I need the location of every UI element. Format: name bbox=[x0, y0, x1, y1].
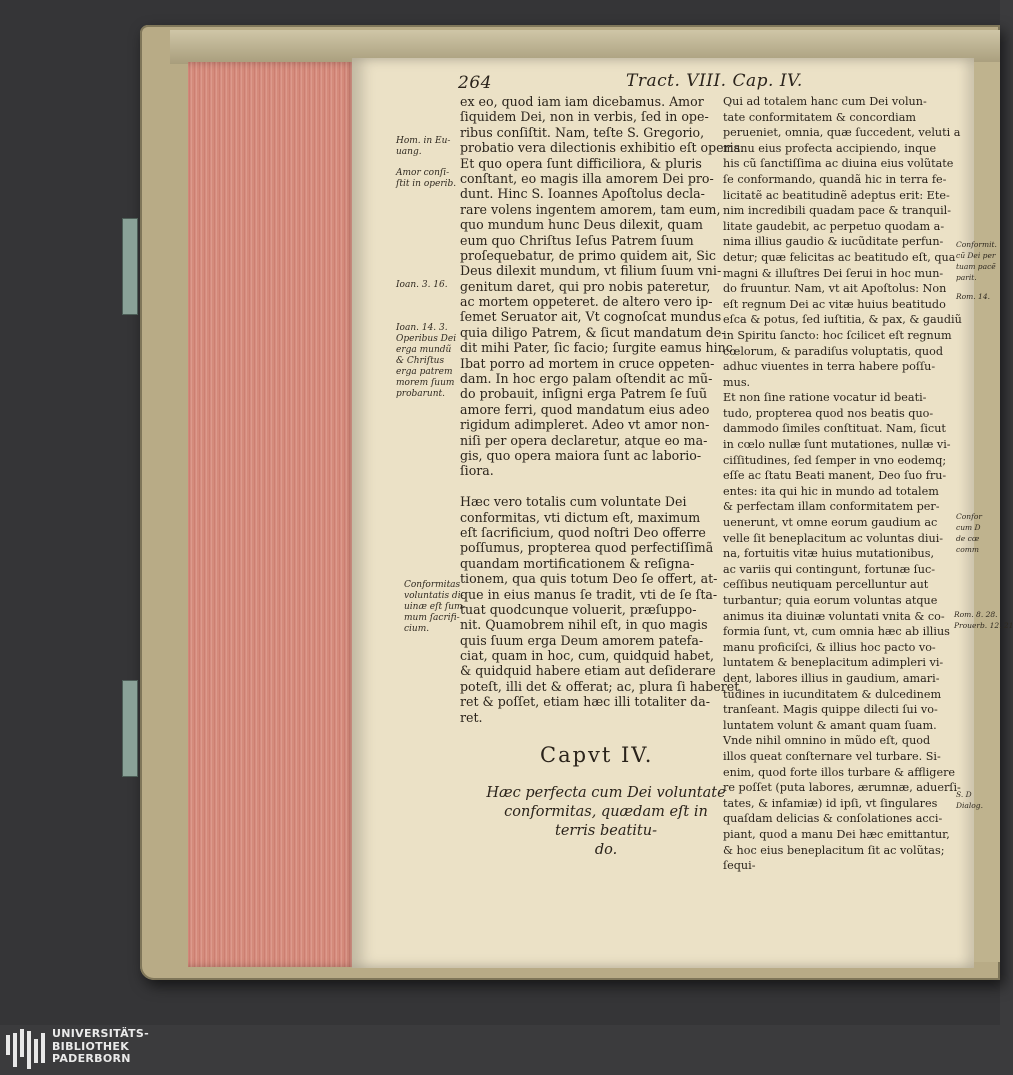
text-line: luntatem & beneplacitum adimpleri vi- bbox=[723, 656, 944, 670]
text-line: piant, quod a manu Dei hæc emittantur, bbox=[723, 827, 950, 841]
library-logo-text bbox=[52, 1028, 149, 1066]
text-line: ret. bbox=[460, 709, 483, 725]
text-line: Deus dilexit mundum, vt filium ſuum vni- bbox=[460, 263, 722, 279]
text-line: niſi per opera declaretur, atque eo ma- bbox=[460, 432, 708, 448]
upper-clasp bbox=[122, 218, 138, 315]
marginal-line: tuam pacẽ bbox=[956, 262, 996, 271]
chapter-subtitle-line: terris beatitu- bbox=[555, 823, 657, 839]
text-line: poſſumus, propterea quod perfectiſſimã bbox=[460, 540, 714, 556]
text-line: dunt. Hinc S. Ioannes Apoſtolus decla- bbox=[460, 186, 705, 202]
marginal-line: Confor bbox=[956, 512, 982, 521]
text-line: rare volens ingentem amorem, tam eum, bbox=[460, 201, 721, 217]
marginal-line: Conformit. bbox=[956, 240, 997, 249]
right-marginal-note bbox=[956, 292, 990, 303]
text-line: dammodo ſimiles conſtituat. Nam, ſicut bbox=[723, 422, 946, 436]
right-text-column bbox=[723, 94, 961, 874]
text-line: ſequi- bbox=[723, 859, 756, 873]
text-line: quia diligo Patrem, & ſicut mandatum de- bbox=[460, 324, 726, 340]
marginal-line: erga patrem bbox=[396, 367, 453, 377]
logo-line: UNIVERSITÄTS- bbox=[52, 1027, 149, 1040]
marginal-note bbox=[396, 168, 456, 190]
marginal-line: Rom. 14. bbox=[956, 292, 990, 301]
marginal-note bbox=[396, 136, 450, 158]
text-line: que in eius manus ſe tradit, vti de ſe ſta- bbox=[460, 586, 718, 602]
marginal-note bbox=[396, 323, 456, 400]
right-marginal-note bbox=[954, 610, 1013, 632]
chapter-subtitle-line: Hæc perfecta cum Dei voluntate bbox=[486, 785, 726, 801]
text-line: amore ferri, quod mandatum eius adeo bbox=[460, 401, 710, 417]
text-line: turbantur; quia eorum voluntas atque bbox=[723, 594, 938, 607]
marginal-line: parit. bbox=[956, 273, 977, 282]
right-marginal-note bbox=[956, 240, 997, 284]
text-line: eſſe ac ſtatu Beati manent, Deo ſuo fru- bbox=[723, 469, 947, 483]
logo-line: BIBLIOTHEK bbox=[52, 1039, 130, 1053]
marginal-line: comm bbox=[956, 545, 979, 554]
page-number: 264 bbox=[458, 73, 492, 93]
text-line: & quidquid habere etiam aut deſiderare bbox=[460, 663, 716, 679]
marginal-line: voluntatis di- bbox=[404, 591, 464, 601]
text-line: nim incredibili quadam pace & tranquil- bbox=[723, 204, 951, 218]
logo-line: PADERBORN bbox=[52, 1052, 131, 1065]
text-line: ſe conformando, quandã hic in terra fe- bbox=[723, 172, 947, 186]
marginal-line: cum D bbox=[956, 523, 981, 532]
text-line bbox=[460, 479, 718, 494]
library-logo-icon bbox=[6, 1029, 46, 1071]
text-line: manu eius profecta accipiendo, inque bbox=[723, 141, 937, 155]
chapter-subtitle bbox=[486, 784, 726, 860]
marginal-line: mum ſacrifi- bbox=[404, 613, 460, 623]
text-line: ciſſitudines, ſed ſemper in vno eodemq; bbox=[723, 453, 947, 467]
text-line: licitatẽ ac beatitudinẽ adeptus erit: Ete- bbox=[723, 188, 950, 202]
marginal-note bbox=[396, 280, 448, 291]
text-line: probatio vera dilectionis exhibitio eſt operis. bbox=[460, 140, 745, 156]
marginal-line: Ioan. 14. 3. bbox=[396, 323, 448, 333]
text-line: tionem, qua quis totum Deo ſe offert, at- bbox=[460, 571, 718, 587]
marginal-line: Operibus Dei bbox=[396, 334, 457, 344]
text-line: quandam mortificationem & reſigna- bbox=[460, 555, 695, 571]
marginal-line: ſtit in operib. bbox=[396, 179, 457, 189]
text-line: Et quo opera ſunt difficiliora, & pluris bbox=[460, 155, 702, 171]
running-head: Tract. VIII. Cap. IV. bbox=[626, 71, 803, 91]
text-line: eſt ſacrificium, quod noſtri Deo offerre bbox=[460, 524, 706, 540]
text-line: ſiora. bbox=[460, 463, 494, 479]
text-line: mus. bbox=[723, 375, 751, 389]
text-line: ceſſibus neutiquam percelluntur aut bbox=[723, 578, 929, 592]
text-line: litate gaudebit, ac perpetuo quodam a- bbox=[723, 219, 945, 233]
text-line: animus ita diuinæ voluntati vnita & co- bbox=[723, 609, 945, 623]
text-line: illos queat conſternare vel turbare. Si- bbox=[723, 749, 941, 763]
chapter-subtitle-line: conformitas, quædam eſt in bbox=[504, 804, 708, 820]
text-line: tates, & infamiæ) id ipſi, vt ſingulares bbox=[723, 796, 938, 810]
text-line: Vnde nihil omnino in mũdo eſt, quod bbox=[723, 734, 931, 748]
text-line: perueniet, omnia, quæ ſuccedent, veluti a bbox=[723, 126, 961, 140]
marginal-line: Dialog. bbox=[956, 801, 983, 810]
left-text-column bbox=[460, 94, 745, 725]
page-block-red-edge bbox=[188, 62, 358, 967]
marginal-line: Conformitas bbox=[404, 580, 461, 590]
text-line: conſtant, eo magis illa amorem Dei pro- bbox=[460, 170, 714, 186]
text-line: detur; quæ felicitas ac beatitudo eſt, qua bbox=[723, 250, 956, 264]
text-line: ac mortem oppeteret. de altero vero ip- bbox=[460, 294, 713, 310]
chapter-heading: Capvt IV. bbox=[540, 743, 654, 767]
text-line: rigidum adimpleret. Adeo vt amor non- bbox=[460, 417, 710, 433]
text-line: tudo, propterea quod nos beatis quo- bbox=[723, 406, 934, 420]
marginal-line: Ioan. 3. 16. bbox=[396, 280, 448, 290]
text-line: tate conformitatem & concordiam bbox=[723, 110, 916, 124]
text-line: uenerunt, vt omne eorum gaudium ac bbox=[723, 516, 938, 530]
text-line: tudines in iucunditatem & dulcedinem bbox=[723, 687, 942, 701]
marginal-line: probarunt. bbox=[396, 389, 445, 399]
text-line: luntatem volunt & amant quam ſuam. bbox=[723, 718, 937, 732]
text-line: dam. In hoc ergo palam oſtendit ac mũ- bbox=[460, 371, 713, 387]
text-line: & perfectam illam conformitatem per- bbox=[723, 500, 940, 514]
text-line: genitum daret, qui pro nobis pateretur, bbox=[460, 278, 711, 294]
text-line: entes: ita qui hic in mundo ad totalem bbox=[723, 484, 939, 498]
lower-clasp bbox=[122, 680, 138, 777]
marginal-line: cũ Dei per bbox=[956, 251, 996, 260]
text-line: manu proficiſci, & illius hoc pacto vo- bbox=[723, 640, 936, 654]
text-line: eſt regnum Dei ac vitæ huius beatitudo bbox=[723, 297, 946, 311]
marginal-line: Hom. in Eu- bbox=[396, 136, 451, 146]
text-line: Ibat porro ad mortem in cruce oppeten- bbox=[460, 355, 715, 371]
text-line: na, fortuitis vitæ huius mutationibus, bbox=[723, 547, 935, 561]
text-line: enim, quod forte illos turbare & affligere bbox=[723, 765, 956, 779]
text-line: ac variis qui contingunt, fortunæ ſuc- bbox=[723, 562, 936, 576]
marginal-line: S. D bbox=[956, 790, 972, 799]
text-line: his cũ ſanctiſſima ac diuina eius volũtate bbox=[723, 157, 954, 171]
text-line: cœlorum, & paradiſus voluptatis, quod bbox=[723, 344, 944, 358]
text-line: tuat quodcunque voluerit, præſuppo- bbox=[460, 601, 697, 617]
text-line: formia ſunt, vt, cum omnia hæc ab illius bbox=[723, 625, 950, 639]
text-line: conformitas, vti dictum eſt, maximum bbox=[460, 509, 701, 525]
text-line: ciat, quam in hoc, cum, quidquid habet, bbox=[460, 648, 715, 664]
text-line: quaſdam delicias & conſolationes acci- bbox=[723, 812, 943, 826]
marginal-line: erga mundũ bbox=[396, 345, 452, 355]
marginal-line: uinæ eſt ſum- bbox=[404, 602, 466, 612]
text-line: ribus conſiſtit. Nam, teſte S. Gregorio, bbox=[460, 124, 705, 140]
text-line: gis, quo opera maiora ſunt ac laborio- bbox=[460, 447, 702, 463]
marginal-line: morem ſuum bbox=[396, 378, 455, 388]
text-line: Hæc vero totalis cum voluntate Dei bbox=[460, 494, 687, 510]
text-line: re poſſet (puta labores, ærumnæ, aduerſi- bbox=[723, 781, 961, 795]
text-line: nima illius gaudio & iucũditate perfun- bbox=[723, 235, 944, 249]
text-line: ret & poſſet, etiam hæc illi totaliter da- bbox=[460, 694, 710, 710]
marginal-line: uang. bbox=[396, 147, 422, 157]
text-line: in Spiritu ſancto: hoc ſcilicet eſt regnum bbox=[723, 328, 952, 342]
text-line: nit. Quamobrem nihil eſt, in quo magis bbox=[460, 617, 708, 633]
text-line: in cœlo nullæ ſunt mutationes, nullæ vi- bbox=[723, 438, 951, 452]
text-line: Et non ſine ratione vocatur id beati- bbox=[723, 391, 927, 405]
text-line: dit mihi Pater, ſic facio; ſurgite eamus hinc. bbox=[460, 340, 737, 356]
text-line: poteſt, illi det & offerat; ac, plura ſi haberet bbox=[460, 678, 740, 694]
text-line: proſequebatur, de primo quidem ait, Sic bbox=[460, 247, 716, 263]
text-line: magni & illuſtres Dei ſerui in hoc mun- bbox=[723, 266, 944, 280]
text-line: dent, labores illius in gaudium, amari- bbox=[723, 671, 940, 685]
text-line: adhuc viuentes in terra habere poſſu- bbox=[723, 360, 936, 374]
marginal-note bbox=[404, 580, 466, 635]
text-line: tranſeant. Magis quippe dilecti ſui vo- bbox=[723, 703, 938, 717]
text-line: quis ſuum erga Deum amorem patefa- bbox=[460, 632, 704, 648]
text-line: & hoc eius beneplacitum ſit ac volũtas; bbox=[723, 843, 945, 857]
footer-bar bbox=[0, 1025, 1000, 1075]
marginal-line: cium. bbox=[404, 624, 430, 634]
marginal-line: & Chriſtus bbox=[396, 356, 445, 366]
right-marginal-note bbox=[956, 790, 983, 812]
text-line: eſca & potus, ſed iuſtitia, & pax, & gaudiũ bbox=[723, 313, 962, 327]
marginal-line: Rom. 8. 28. bbox=[954, 610, 998, 619]
text-line: Qui ad totalem hanc cum Dei volun- bbox=[723, 95, 927, 108]
text-line: ex eo, quod iam iam dicebamus. Amor bbox=[460, 94, 704, 109]
text-line: do probauit, inſigni erga Patrem ſe ſuũ bbox=[460, 386, 708, 402]
text-line: quo mundum hunc Deus dilexit, quam bbox=[460, 217, 703, 233]
text-line: ſiquidem Dei, non in verbis, ſed in ope- bbox=[460, 109, 709, 125]
text-line: do fruuntur. Nam, vt ait Apoſtolus: Non bbox=[723, 282, 947, 296]
text-line: velle ſit beneplacitum ac voluntas diui- bbox=[723, 531, 944, 545]
marginal-line: Amor conſi- bbox=[396, 168, 450, 178]
text-line: eum quo Chriſtus Ieſus Patrem ſuum bbox=[460, 232, 694, 248]
marginal-line: de cœ bbox=[956, 534, 980, 543]
text-line: ſemet Seruator ait, Vt cognoſcat mundus bbox=[460, 309, 722, 325]
right-marginal-note bbox=[956, 512, 982, 556]
marginal-line: Prouerb. 12. 21 bbox=[954, 621, 1013, 630]
chapter-subtitle-line: do. bbox=[594, 842, 618, 858]
